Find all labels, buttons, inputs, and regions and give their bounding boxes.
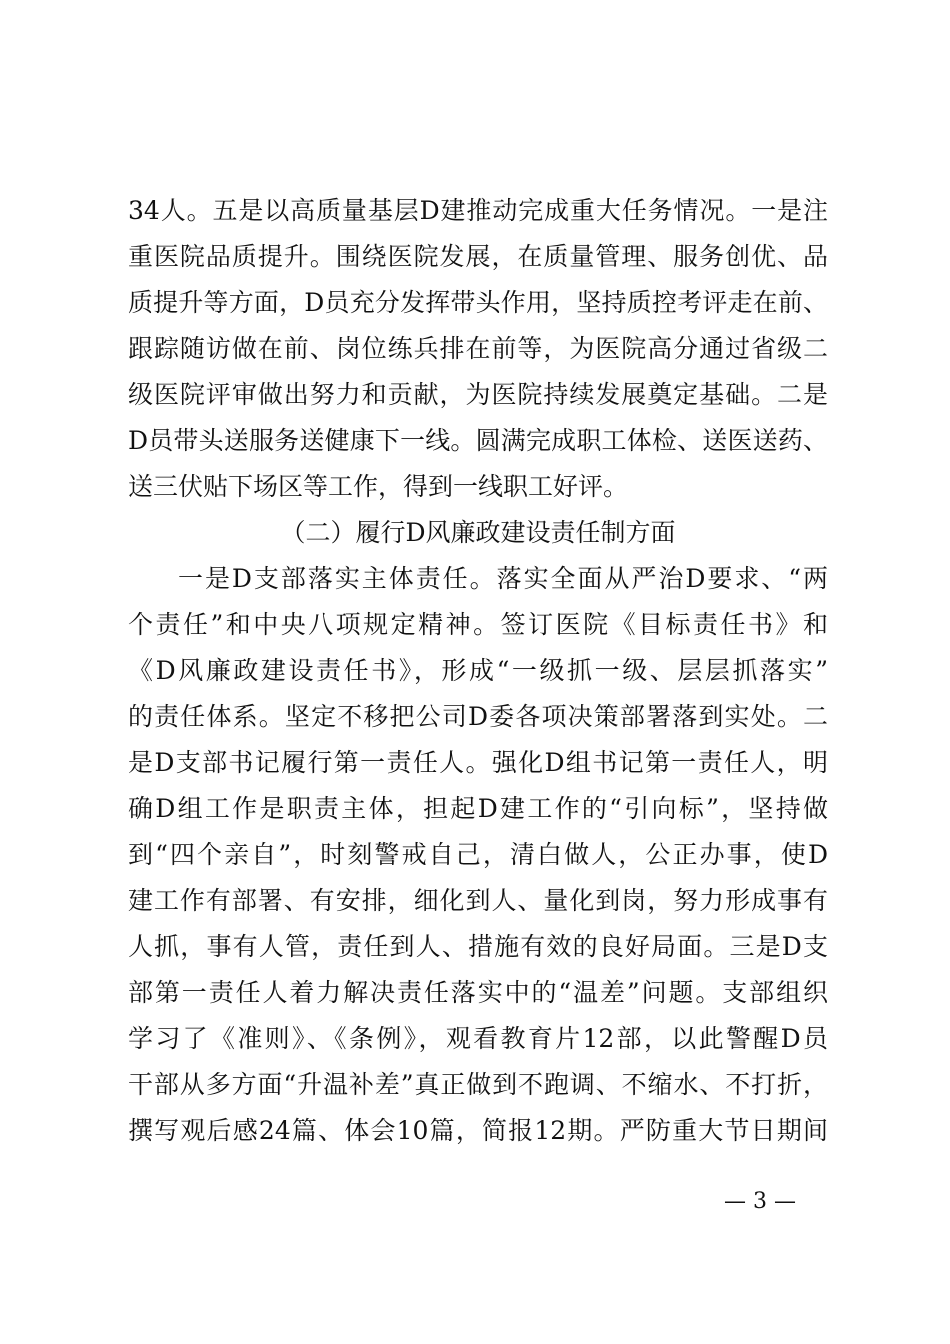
paragraph-2-line-3: 《D风廉政建设责任书》，形成“一级抓一级、层层抓落实” [128,656,828,685]
page-number: — 3 — [724,1189,796,1214]
paragraph-2-line-7: 到“四个亲自”，时刻警戒自己，清白做人，公正办事，使D [128,840,828,869]
paragraph-2-line-5: 是D支部书记履行第一责任人。强化D组书记第一责任人，明 [128,748,828,777]
paragraph-2-line-1: 一是D支部落实主体责任。落实全面从严治D要求、“两 [178,564,828,593]
paragraph-1-line-4: 跟踪随访做在前、岗位练兵排在前等，为医院高分通过省级二 [128,334,828,363]
paragraph-2-line-11: 学习了《准则》、《条例》，观看教育片12部，以此警醒D员 [128,1024,828,1053]
paragraph-2-line-2: 个责任”和中央八项规定精神。签订医院《目标责任书》和 [128,610,828,639]
paragraph-1-line-3: 质提升等方面，D员充分发挥带头作用，坚持质控考评走在前、 [128,288,828,317]
paragraph-1-line-1: 34人。五是以高质量基层D建推动完成重大任务情况。一是注 [128,196,828,225]
paragraph-2-line-9: 人抓，事有人管，责任到人、措施有效的良好局面。三是D支 [128,932,828,961]
section-heading: （二）履行D风廉政建设责任制方面 [280,518,676,547]
paragraph-1-line-5: 级医院评审做出努力和贡献，为医院持续发展奠定基础。二是 [128,380,828,409]
paragraph-2-line-12: 干部从多方面“升温补差”真正做到不跑调、不缩水、不打折， [128,1070,828,1099]
paragraph-2-line-6: 确D组工作是职责主体，担起D建工作的“引向标”，坚持做 [128,794,828,823]
paragraph-1-line-2: 重医院品质提升。围绕医院发展，在质量管理、服务创优、品 [128,242,828,271]
paragraph-2-line-8: 建工作有部署、有安排，细化到人、量化到岗，努力形成事有 [128,886,828,915]
paragraph-2-line-13: 撰写观后感24篇、体会10篇，简报12期。严防重大节日期间 [128,1116,828,1145]
paragraph-1-line-6: D员带头送服务送健康下一线。圆满完成职工体检、送医送药、 [128,426,828,455]
paragraph-2-line-10: 部第一责任人着力解决责任落实中的“温差”问题。支部组织 [128,978,828,1007]
paragraph-1-line-7: 送三伏贴下场区等工作，得到一线职工好评。 [128,472,629,501]
paragraph-2-line-4: 的责任体系。坚定不移把公司D委各项决策部署落到实处。二 [128,702,828,731]
